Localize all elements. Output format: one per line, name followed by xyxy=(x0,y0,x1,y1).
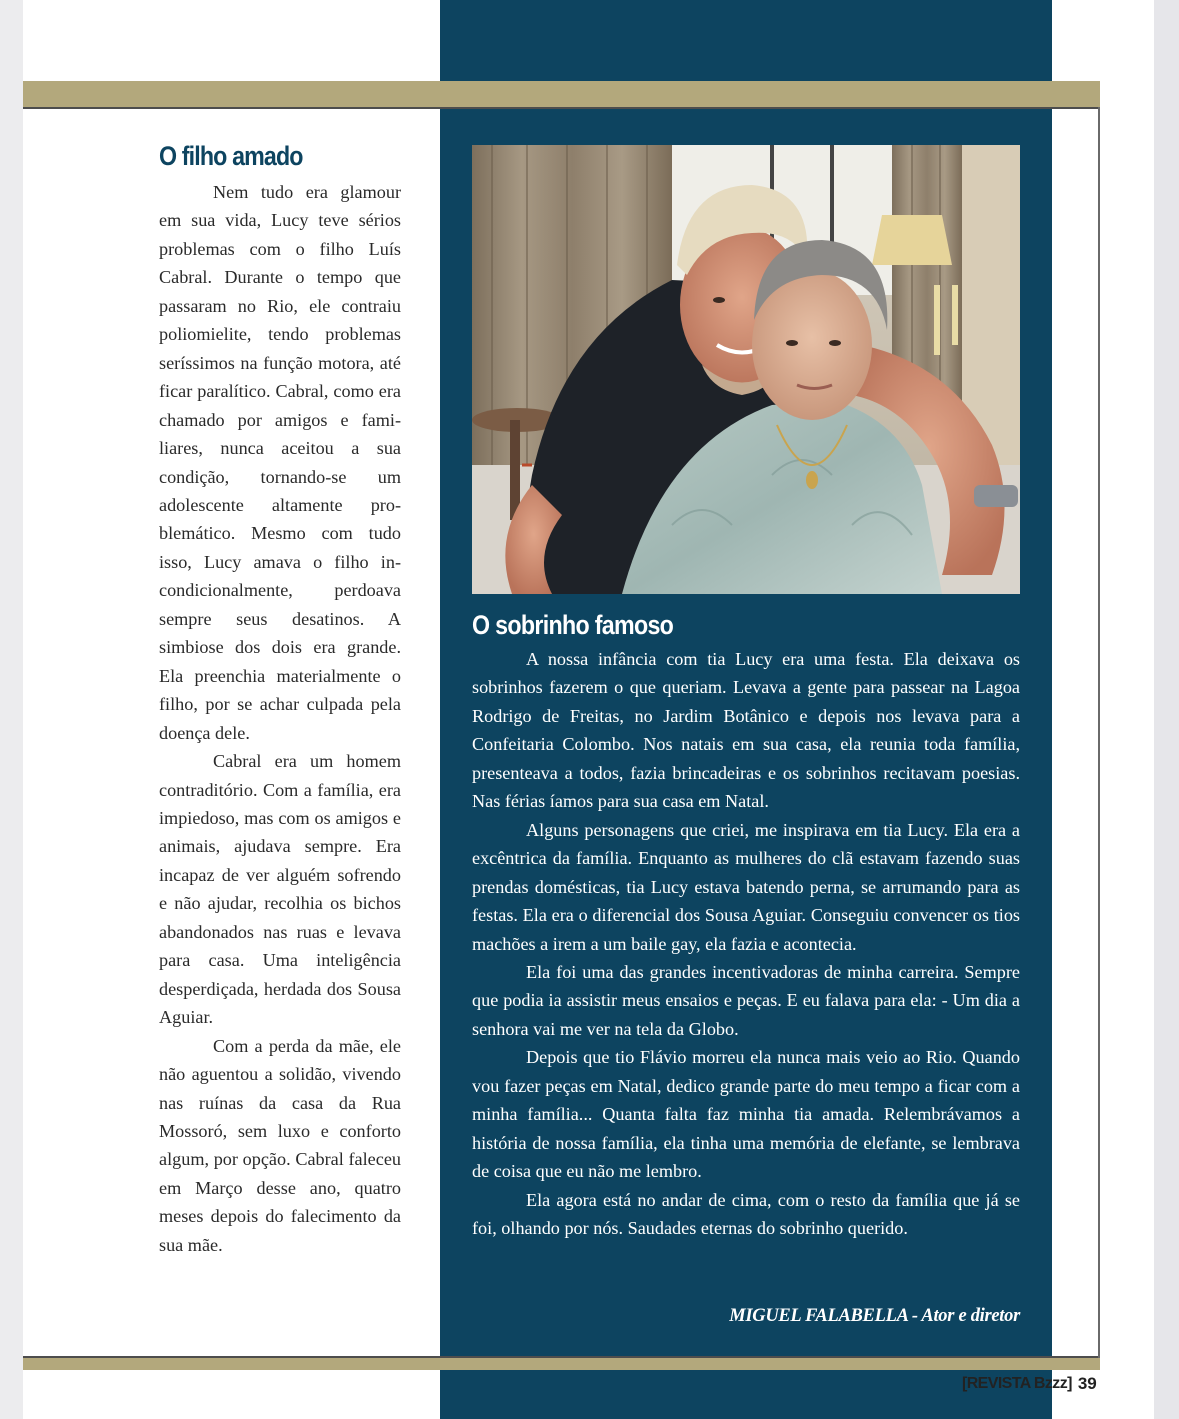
left-section-body xyxy=(159,178,401,1259)
page-footer xyxy=(962,1374,1097,1394)
left-section-title: O filho amado xyxy=(159,141,303,171)
right-paragraph-5: Ela agora está no andar de cima, com o resto da família que já se foi, olhando por nós. Saudades eternas do sobrinho querido. xyxy=(472,1189,1020,1239)
magazine-name: [REVISTA Bzzz] xyxy=(962,1375,1072,1392)
right-paragraph-2: Alguns personagens que criei, me inspirava em tia Lucy. Ela era a excêntrica da família. Enquanto as mulheres do clã estavam fazendo suas prendas domésticas, tia Lucy estava batendo perna, se arrumando para as festas. Ela era o diferencial dos Sousa Aguiar. Conseguiu convencer os tios machões a irem a um baile gay, ela fazia e acontecia. xyxy=(472,819,1020,954)
right-paragraph-1: A nossa infância com tia Lucy era uma festa. Ela deixava os sobrinhos fazerem o que queriam. Levava a gente para passear na Lagoa Rodrigo de Freitas, no Jardim Botânico e depois nos levava para a Confeitaria Colombo. Nos natais em sua casa, ela reunia toda família, presenteava a todos, fazia brincadeiras e os sobrinhos recitavam poesias. Nas férias íamos para sua casa em Natal. xyxy=(472,649,1020,812)
author-signature: MIGUEL FALABELLA - Ator e diretor xyxy=(729,1306,1020,1326)
right-column xyxy=(472,607,1020,1243)
left-column xyxy=(159,138,401,1259)
right-paragraph-4: Depois que tio Flávio morreu ela nunca mais veio ao Rio. Quando vou fazer peças em Natal, dedico grande parte do meu tempo a ficar com a minha família... Quanta falta faz minha tia amada. Relembrávamos a história de nossa família, ela tinha uma memória de elefante, se lembrava de coisa que eu não me lembro. xyxy=(472,1047,1020,1182)
frame-right-rule xyxy=(1098,107,1100,1358)
bottom-gold-band xyxy=(23,1358,1100,1370)
portrait-photo xyxy=(472,145,1020,594)
right-paragraph-3: Ela foi uma das grandes incentivadoras de minha carreira. Sempre que podia ia assistir meus ensaios e peças. E eu falava para ela: - Um dia a senhora vai me ver na tela da Globo. xyxy=(472,961,1020,1039)
left-paragraph-1: Nem tudo era glamour em sua vida, Lucy teve sérios problemas com o filho Luís Cabral. Durante o tempo que passaram no Rio, ele contraiu poliomielite, tendo problemas seríssimos na função motora, até ficar paralítico. Cabral, como era chamado por amigos e familiares, nunca aceitou a sua condição, tornando-se um adolescente altamente problemático. Mesmo com tudo isso, Lucy amava o filho incondicionalmente, perdoava sempre seus desatinos. A simbiose dos dois era grande. Ela preenchia materialmente o filho, por se achar culpada pela doença dele. xyxy=(159,182,401,743)
top-rule xyxy=(23,107,1100,109)
page-edge xyxy=(1154,0,1179,1419)
page-number: 39 xyxy=(1077,1374,1097,1393)
right-section-title: O sobrinho famoso xyxy=(472,610,674,640)
left-paragraph-2: Cabral era um homem contraditório. Com a família, era impiedoso, mas com os amigos e animais, ajudava sempre. Era incapaz de ver alguém sofrendo e não ajudar, recolhia os bichos abandonados nas ruas e levava para casa. Uma inteligência desperdiçada, herdada dos Sousa Aguiar. xyxy=(159,751,401,1028)
photo-illustration xyxy=(472,145,1020,594)
top-gold-band xyxy=(23,81,1100,107)
right-section-body xyxy=(472,645,1020,1243)
bottom-rule xyxy=(23,1356,1100,1358)
left-paragraph-3: Com a perda da mãe, ele não aguentou a solidão, vivendo nas ruínas da casa da Rua Mossoró, sem luxo e conforto algum, por opção. Cabral faleceu em Março desse ano, quatro meses depois do falecimento da sua mãe. xyxy=(159,1035,401,1255)
